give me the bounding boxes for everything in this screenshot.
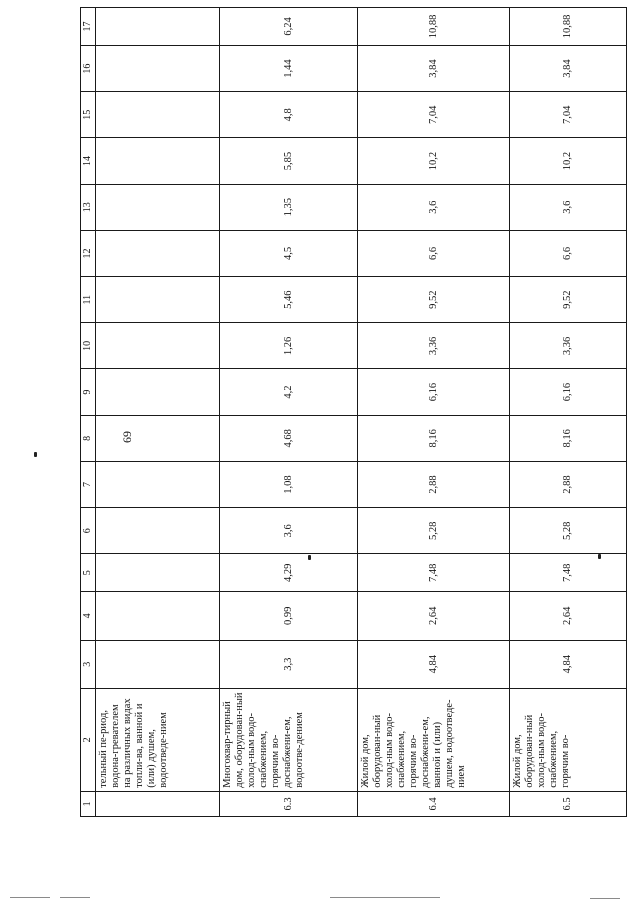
table-row-6-3 (220, 8, 358, 817)
value-cell: 1,35 (220, 184, 358, 230)
row-id-cell (96, 791, 220, 816)
value-cell: 2,88 (358, 461, 510, 507)
column-header: 8 (81, 415, 96, 461)
value-cell: 2,64 (510, 592, 627, 640)
value-cell: 4,2 (220, 369, 358, 415)
value-cell: 4,29 (220, 554, 358, 592)
value-cell (96, 323, 220, 369)
column-number-row (81, 8, 96, 817)
value-cell: 3,6 (220, 508, 358, 554)
value-cell: 5,28 (510, 508, 627, 554)
value-cell (96, 554, 220, 592)
tariff-table (80, 7, 627, 817)
value-cell: 5,85 (220, 138, 358, 184)
column-header: 6 (81, 508, 96, 554)
column-header: 4 (81, 592, 96, 640)
value-cell (96, 415, 220, 461)
value-cell: 10,2 (510, 138, 627, 184)
value-cell (96, 45, 220, 91)
table-row-6-5 (510, 8, 627, 817)
value-cell: 8,16 (358, 415, 510, 461)
scan-speck (598, 554, 601, 559)
value-cell: 9,52 (510, 277, 627, 323)
value-cell: 3,6 (358, 184, 510, 230)
value-cell: 3,84 (358, 45, 510, 91)
row-description: Многоквар-тирный дом, оборудован-ный холод-ным водо-снабжением, горячим во-доснабжени-ем, водоотве-дением (220, 688, 358, 791)
column-header: 17 (81, 8, 96, 46)
value-cell: 6,16 (358, 369, 510, 415)
column-header: 1 (81, 791, 96, 816)
value-cell: 7,04 (510, 92, 627, 138)
scan-edge-line (590, 898, 620, 899)
value-cell: 7,48 (510, 554, 627, 592)
value-cell: 4,68 (220, 415, 358, 461)
column-header: 15 (81, 92, 96, 138)
value-cell: 7,48 (358, 554, 510, 592)
value-cell (96, 461, 220, 507)
row-description: тельный пе-риод, водона-гревателем на различных видах топли-ва, ванной и (или) душем, водоотведе-нием (96, 688, 220, 791)
scan-speck (308, 555, 311, 560)
value-cell: 2,64 (358, 592, 510, 640)
value-cell (96, 508, 220, 554)
value-cell: 3,36 (510, 323, 627, 369)
column-header: 9 (81, 369, 96, 415)
column-header: 10 (81, 323, 96, 369)
value-cell (96, 277, 220, 323)
value-cell: 4,5 (220, 230, 358, 276)
value-cell (96, 369, 220, 415)
value-cell (96, 8, 220, 46)
row-description: Жилой дом, оборудован-ный холод-ным водо-снабжением, горячим во-доснабжени-ем, ванной и (или) душем, водоотведе-нием (358, 688, 510, 791)
scan-speck (34, 452, 37, 457)
row-id-cell: 6.3 (220, 791, 358, 816)
value-cell: 8,16 (510, 415, 627, 461)
column-header: 2 (81, 688, 96, 791)
value-cell: 6,24 (220, 8, 358, 46)
scan-edge-line (330, 897, 440, 898)
page-number: 69 (120, 431, 134, 443)
column-header: 11 (81, 277, 96, 323)
column-header: 3 (81, 640, 96, 688)
column-header: 12 (81, 230, 96, 276)
table-row-6-4 (358, 8, 510, 817)
scan-edge-line (10, 897, 50, 898)
row-description: Жилой дом, оборудован-ный холод-ным водо-снабжением, горячим во- (510, 688, 627, 791)
value-cell: 1,08 (220, 461, 358, 507)
value-cell (96, 138, 220, 184)
value-cell: 4,84 (510, 640, 627, 688)
value-cell: 10,88 (510, 8, 627, 46)
value-cell: 3,84 (510, 45, 627, 91)
value-cell: 5,28 (358, 508, 510, 554)
column-header: 13 (81, 184, 96, 230)
value-cell: 1,26 (220, 323, 358, 369)
column-header: 14 (81, 138, 96, 184)
value-cell: 5,46 (220, 277, 358, 323)
value-cell (96, 92, 220, 138)
row-id-cell: 6.4 (358, 791, 510, 816)
value-cell: 6,6 (358, 230, 510, 276)
scan-edge-line (60, 897, 90, 898)
value-cell: 3,3 (220, 640, 358, 688)
column-header: 7 (81, 461, 96, 507)
column-header: 16 (81, 45, 96, 91)
value-cell: 2,88 (510, 461, 627, 507)
tariff-table-rotated (80, 7, 625, 817)
value-cell: 6,6 (510, 230, 627, 276)
value-cell: 10,88 (358, 8, 510, 46)
value-cell: 4,8 (220, 92, 358, 138)
value-cell: 6,16 (510, 369, 627, 415)
column-header: 5 (81, 554, 96, 592)
table-row-continuation (96, 8, 220, 817)
value-cell: 9,52 (358, 277, 510, 323)
value-cell: 0,99 (220, 592, 358, 640)
value-cell: 7,04 (358, 92, 510, 138)
value-cell: 4,84 (358, 640, 510, 688)
value-cell (96, 640, 220, 688)
value-cell: 1,44 (220, 45, 358, 91)
value-cell: 3,6 (510, 184, 627, 230)
value-cell: 10,2 (358, 138, 510, 184)
row-id-cell: 6.5 (510, 791, 627, 816)
value-cell (96, 184, 220, 230)
value-cell (96, 230, 220, 276)
value-cell: 3,36 (358, 323, 510, 369)
value-cell (96, 592, 220, 640)
